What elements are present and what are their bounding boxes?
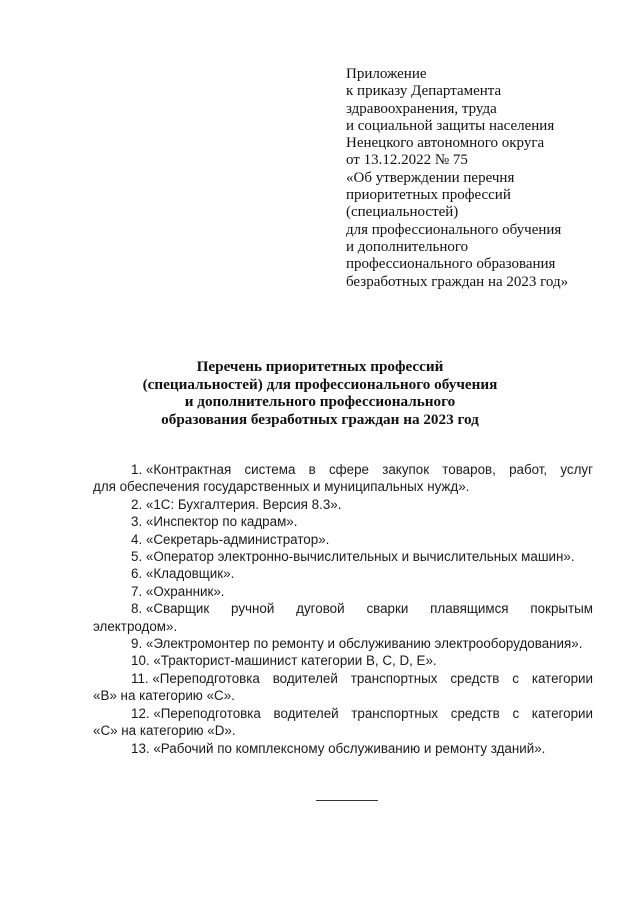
list-item bbox=[93, 496, 593, 513]
appendix-line: для профессионального обучения bbox=[346, 221, 562, 238]
list-item-text: 7. «Охранник». bbox=[131, 583, 225, 599]
appendix-line: «Об утверждении перечня bbox=[346, 169, 515, 186]
list-item-continuation: «B» на категорию «C». bbox=[93, 688, 235, 704]
list-item bbox=[93, 531, 593, 548]
list-item bbox=[93, 565, 593, 582]
title-line: Перечень приоритетных профессий bbox=[196, 358, 444, 375]
list-item-first-line bbox=[93, 600, 593, 617]
list-item-word: услуг bbox=[560, 462, 593, 477]
list-item-word: сфере bbox=[328, 462, 370, 477]
appendix-line: Ненецкого автономного округа bbox=[346, 135, 545, 152]
appendix-header bbox=[346, 66, 616, 291]
list-item bbox=[93, 670, 593, 705]
list-item-word: покрытым bbox=[530, 601, 593, 617]
list-item-word: категории bbox=[531, 670, 593, 686]
title-line: и дополнительного профессионального bbox=[184, 393, 456, 410]
list-item bbox=[93, 513, 593, 530]
list-item-word: транспортных bbox=[350, 670, 438, 686]
list-item-word: категории bbox=[531, 705, 593, 721]
list-item-word: средств bbox=[450, 670, 500, 686]
list-item-continuation: для обеспечения государственных и муниципальных нужд». bbox=[93, 479, 470, 495]
list-item-continuation: электродом». bbox=[93, 618, 178, 634]
list-item bbox=[93, 583, 593, 600]
appendix-line: здравоохранения, труда bbox=[346, 100, 497, 117]
list-item bbox=[93, 740, 593, 757]
list-item-text: 9. «Электромонтер по ремонту и обслуживанию электрооборудования». bbox=[131, 636, 583, 652]
list-item-text: 5. «Оператор электронно-вычислительных и вычислительных машин». bbox=[131, 549, 575, 565]
list-item-first-line bbox=[93, 670, 593, 687]
list-item-word: 1. «Контрактная bbox=[131, 462, 232, 477]
closing-rule bbox=[316, 800, 378, 801]
list-item-word: 11. «Переподготовка bbox=[131, 670, 260, 686]
list-item-text: 2. «1С: Бухгалтерия. Версия 8.3». bbox=[131, 496, 342, 512]
list-item-word: работ, bbox=[509, 462, 548, 477]
list-item-word: дуговой bbox=[296, 601, 345, 617]
list-item-text: 10. «Тракторист-машинист категории B, C, D, E». bbox=[131, 653, 437, 669]
appendix-line: и социальной защиты населения bbox=[346, 117, 555, 134]
appendix-line: и дополнительного bbox=[346, 238, 469, 255]
title-line: образования безработных граждан на 2023 год bbox=[161, 410, 479, 428]
list-item-word: плавящимся bbox=[430, 601, 509, 617]
list-item-text: 4. «Секретарь-администратор». bbox=[131, 531, 330, 547]
appendix-line: Приложение bbox=[346, 66, 427, 82]
appendix-line: к приказу Департамента bbox=[346, 83, 502, 100]
list-item bbox=[93, 548, 593, 565]
list-item-word: товаров, bbox=[442, 462, 496, 477]
list-item-word: 8. «Сварщик bbox=[131, 601, 210, 617]
appendix-line: (специальностей) bbox=[346, 204, 459, 221]
professions-list bbox=[93, 461, 593, 757]
list-item-word: транспортных bbox=[351, 705, 439, 721]
list-item-word: водителей bbox=[273, 705, 339, 721]
appendix-line: безработных граждан на 2023 год» bbox=[346, 273, 569, 290]
appendix-line: профессионального образования bbox=[346, 256, 556, 273]
list-item bbox=[93, 635, 593, 652]
list-item-word: средств bbox=[450, 705, 500, 721]
list-item-text: 3. «Инспектор по кадрам». bbox=[131, 514, 298, 530]
list-item-word: в bbox=[308, 462, 316, 477]
list-item bbox=[93, 652, 593, 669]
list-item-word: сварки bbox=[366, 601, 409, 617]
list-item bbox=[93, 600, 593, 635]
list-item-word: с bbox=[512, 670, 519, 686]
list-item-word: 12. «Переподготовка bbox=[131, 705, 261, 721]
list-item-continuation: «C» на категорию «D». bbox=[93, 723, 236, 739]
list-item-word: с bbox=[512, 705, 520, 721]
document-title bbox=[120, 358, 520, 428]
list-item bbox=[93, 705, 593, 740]
list-item-text: 13. «Рабочий по комплексному обслуживанию и ремонту зданий». bbox=[131, 740, 546, 756]
title-line: (специальностей) для профессионального обучения bbox=[142, 375, 498, 393]
list-item-text: 6. «Кладовщик». bbox=[131, 566, 235, 582]
list-item-word: система bbox=[244, 462, 296, 477]
list-item-word: ручной bbox=[231, 601, 275, 617]
appendix-line: приоритетных профессий bbox=[346, 187, 511, 204]
list-item-word: закупок bbox=[382, 462, 430, 477]
list-item-first-line bbox=[93, 705, 593, 722]
list-item-word: водителей bbox=[272, 670, 338, 686]
list-item bbox=[93, 461, 593, 496]
appendix-line: от 13.12.2022 № 75 bbox=[346, 152, 468, 169]
list-item-first-line bbox=[93, 461, 593, 478]
